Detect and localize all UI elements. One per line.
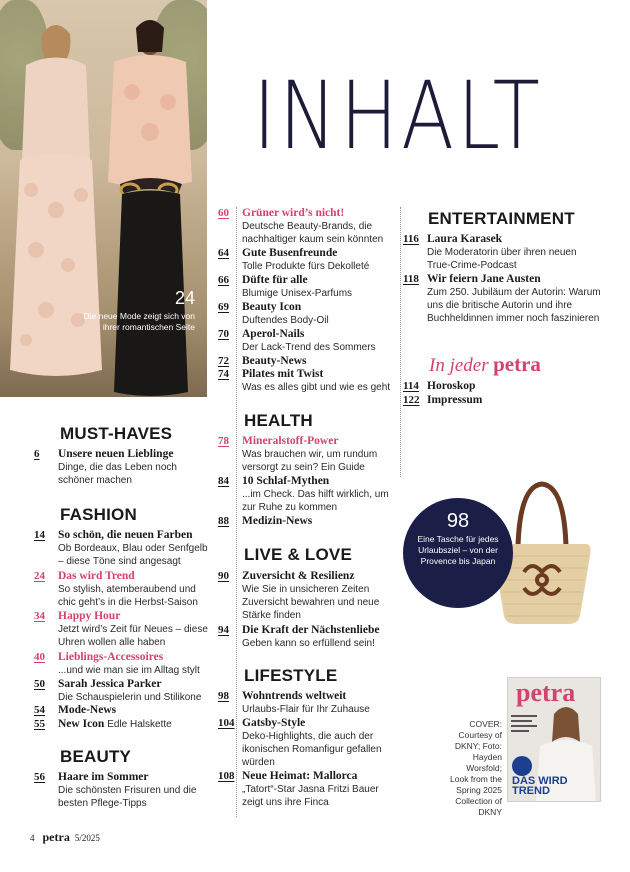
toc-description: Tolle Produkte fürs Dekolleté [242,261,370,272]
toc-description: Die schönsten Frisuren und die besten Pflege-Tipps [58,785,197,809]
toc-page-number: 14 [34,529,45,541]
toc-page-number: 74 [218,368,229,380]
toc-description: ...und wie man sie im Alltag stylt [58,665,200,676]
toc-page-number: 50 [34,678,45,690]
toc-description: So stylish, atemberaubend und chic geht’s in die Herbst-Saison [58,584,198,608]
page-title: INHALT [253,62,544,171]
toc-entry[interactable] [34,651,214,677]
toc-page-number: 98 [218,690,229,702]
toc-page-number: 34 [34,610,45,622]
toc-description: Deko-Highlights, die auch der ikonischen Romanfigur gefallen würden [242,731,382,768]
toc-title: Mineralstoff-Power [242,435,339,447]
toc-entry[interactable] [34,610,214,649]
toc-title: Horoskop [427,380,476,392]
cover-credit: COVER: Courtesy of DKNY; Foto: Hayden Worsfold; Look from the Spring 2025 Collection of DKNY [450,719,502,817]
toc-title: Haare im Sommer [58,771,149,783]
toc-description: Deutsche Beauty-Brands, die nachhaltiger kaum sein könnten [242,221,384,245]
toc-page-number: 54 [34,704,45,716]
toc-description: ...im Check. Das hilft wirklich, um zur Ruhe zu kommen [242,489,389,513]
toc-description: Was es alles gibt und wie es geht [242,382,391,393]
toc-page-number: 70 [218,328,229,340]
toc-title: Wohntrends weltweit [242,690,347,702]
toc-title: Impressum [427,394,483,406]
toc-description: Die Schauspielerin und Stilikone [58,692,202,703]
toc-entry[interactable] [34,529,214,568]
footer-page-number: 4 [30,833,35,843]
footer-logo: petra [42,830,70,844]
toc-description: Urlaubs-Flair für Ihr Zuhause [242,704,370,715]
toc-title: Sarah Jessica Parker [58,678,162,690]
cover-badge [512,756,532,776]
toc-page-number: 56 [34,771,45,783]
toc-entry[interactable] [34,704,214,717]
bag-caption: Eine Tasche für jedes Urlaubsziel – von der Provence bis Japan [417,534,499,566]
hero-caption [70,288,195,333]
toc-page-number: 116 [403,233,419,245]
bag-page-number: 98 [446,510,470,532]
toc-entry[interactable] [218,368,393,394]
toc-title: Die Kraft der Nächstenliebe [242,624,380,636]
section-heading-must-haves: MUST-HAVES [60,424,173,443]
toc-entry[interactable] [218,570,396,622]
hero-caption-text: Die neue Mode zeigt sich von ihrer romantischen Seite [83,311,195,332]
toc-page-number: 90 [218,570,229,582]
toc-title: So schön, die neuen Farben [58,529,193,541]
toc-description: Duftendes Body-Oil [242,315,329,326]
toc-description: Jetzt wird’s Zeit für Neues – diese Uhren wollen alle haben [58,624,208,648]
bag-feature-badge [403,498,513,608]
toc-entry[interactable] [403,380,598,393]
section-heading-lifestyle: LIFESTYLE [244,666,338,685]
petra-logo: petra [493,352,541,376]
toc-page-number: 40 [34,651,45,663]
toc-entry[interactable] [34,448,214,487]
section-heading-fashion: FASHION [60,505,137,524]
magazine-cover-thumbnail [507,677,601,802]
toc-entry[interactable] [218,624,396,650]
toc-entry[interactable] [218,274,393,300]
in-jeder-text: In jeder [429,355,489,376]
column-divider [400,207,401,477]
toc-title: Düfte für alle [242,274,308,286]
toc-entry[interactable] [218,435,393,474]
toc-title: Laura Karasek [427,233,503,245]
in-jeder-petra-heading [429,352,541,377]
toc-title: Happy Hour [58,610,121,622]
toc-entry[interactable] [403,273,603,325]
toc-page-number: 104 [218,717,235,729]
toc-description: Geben kann so erfüllend sein! [242,638,375,649]
toc-entry[interactable] [34,718,214,731]
toc-title: Wir feiern Jane Austen [427,273,541,285]
toc-title: Aperol-Nails [242,328,305,340]
toc-entry[interactable] [218,301,393,327]
toc-entry[interactable] [403,394,598,407]
toc-entry[interactable] [218,328,393,354]
toc-title: Zuversicht & Resilienz [242,570,355,582]
toc-entry[interactable] [34,771,214,810]
page-footer [30,830,100,845]
toc-entry[interactable] [218,717,396,769]
toc-title: Das wird Trend [58,570,135,582]
toc-title [58,718,172,731]
toc-page-number: 69 [218,301,229,313]
toc-title: Grüner wird’s nicht! [242,207,345,219]
toc-description: Zum 250. Jubiläum der Autorin: Warum uns die britische Autorin und ihre Buchheldinnen immer noch faszinieren [427,287,601,324]
toc-title-text: New Icon [58,718,105,730]
toc-page-number: 88 [218,515,229,527]
model-right-figure [92,12,204,397]
toc-page-number: 94 [218,624,229,636]
toc-title: Gatsby-Style [242,717,306,729]
toc-title: Pilates mit Twist [242,368,324,380]
toc-page-number: 108 [218,770,235,782]
section-heading-health: HEALTH [244,411,313,430]
toc-entry[interactable] [218,475,393,514]
toc-page-number: 122 [403,394,420,406]
toc-entry[interactable] [218,770,396,809]
toc-entry[interactable] [218,207,393,246]
section-heading-live-love: LIVE & LOVE [244,545,352,564]
cover-headline: DAS WIRD TREND [512,775,568,797]
toc-entry[interactable] [218,355,393,368]
toc-description: Wie Sie in unsicheren Zeiten Zuversicht bewahren und neue Stärke finden [242,584,380,621]
toc-page-number: 55 [34,718,45,730]
footer-issue: 5/2025 [74,833,100,843]
toc-description: Blumige Unisex-Parfums [242,288,353,299]
toc-page-number: 72 [218,355,229,367]
toc-page-number: 66 [218,274,229,286]
toc-description: Der Lack-Trend des Sommers [242,342,376,353]
toc-entry[interactable] [34,570,214,609]
section-heading-entertainment: ENTERTAINMENT [428,209,575,228]
toc-page-number: 6 [34,448,40,460]
toc-description: Was brauchen wir, um rundum versorgt zu sein? Ein Guide [242,449,378,473]
model-left-figure [6,20,104,390]
section-heading-beauty: BEAUTY [60,747,132,766]
toc-page-number: 24 [34,570,45,582]
cover-logo: petra [516,678,576,707]
toc-title: Medizin-News [242,515,313,527]
toc-page-number: 114 [403,380,419,392]
toc-title: Mode-News [58,704,117,716]
toc-description: „Tatort“-Star Jasna Fritzi Bauer zeigt uns ihre Finca [242,784,379,808]
cover-text-lines [511,712,537,735]
toc-entry[interactable] [218,690,396,716]
toc-entry[interactable] [218,247,393,273]
toc-page-number: 118 [403,273,419,285]
toc-title: Lieblings-Accessoires [58,651,164,663]
toc-description: Dinge, die das Leben noch schöner machen [58,462,177,486]
hero-page-number: 24 [174,288,195,308]
toc-page-number: 60 [218,207,229,219]
hero-photo [0,0,207,397]
toc-page-number: 78 [218,435,229,447]
toc-title: Gute Busenfreunde [242,247,338,259]
toc-title: Unsere neuen Lieblinge [58,448,174,460]
toc-entry[interactable] [34,678,214,704]
toc-page-number: 64 [218,247,229,259]
toc-title: 10 Schlaf-Mythen [242,475,330,487]
toc-entry[interactable] [218,515,393,528]
toc-title: Beauty-News [242,355,307,367]
toc-description: Edle Halskette [107,719,172,730]
toc-title: Beauty Icon [242,301,302,313]
toc-page-number: 84 [218,475,229,487]
toc-description: Die Moderatorin über ihren neuen True-Crime-Podcast [427,247,577,271]
toc-title: Neue Heimat: Mallorca [242,770,358,782]
toc-entry[interactable] [403,233,598,272]
toc-description: Ob Bordeaux, Blau oder Senfgelb – diese Töne sind angesagt [58,543,208,567]
